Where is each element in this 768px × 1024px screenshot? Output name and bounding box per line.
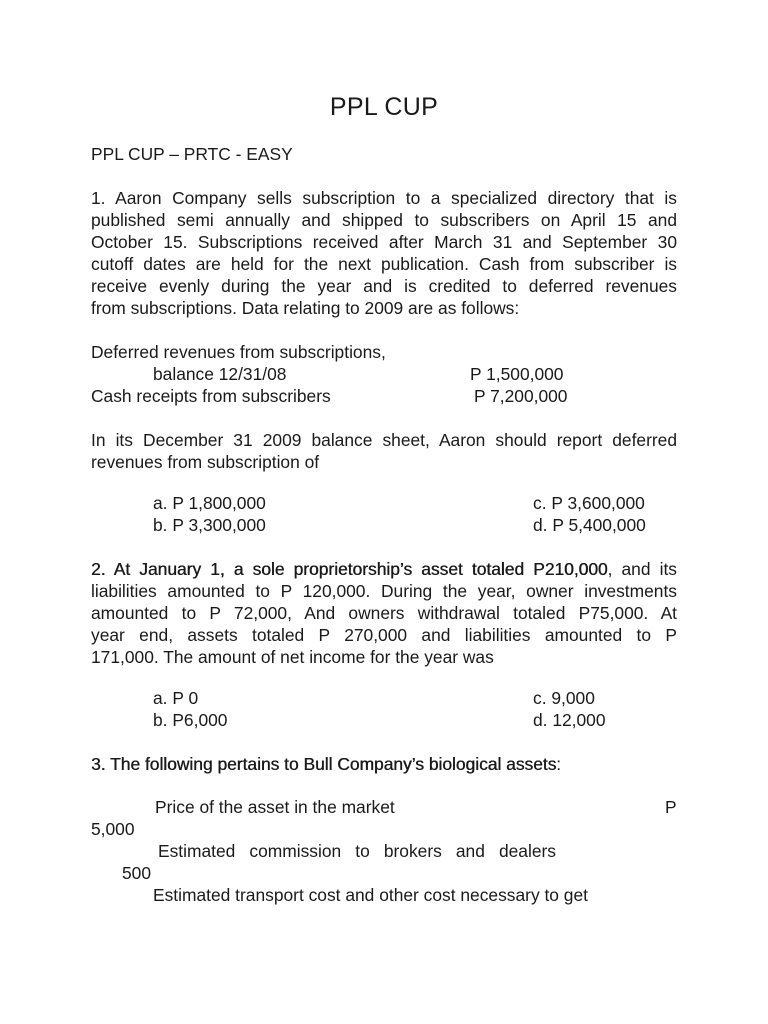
q1-line-5: receive evenly during the year and is credited to deferred revenues <box>91 276 677 296</box>
q1-choice-d: d. P 5,400,000 <box>533 515 646 535</box>
q3-line-1 <box>91 753 561 775</box>
q1-line-2: published semi annually and shipped to subscribers on April 15 and <box>91 210 677 230</box>
q3-item-2-label: Estimated commission to brokers and dealers <box>158 841 556 861</box>
q2-line-1 <box>91 558 677 580</box>
q1-line-3: October 15. Subscriptions received after March 31 and September 30 <box>91 232 677 252</box>
q1-para2-line-1: In its December 31 2009 balance sheet, Aaron should report deferred <box>91 430 677 450</box>
q2-choice-c: c. 9,000 <box>533 688 595 708</box>
q1-row-3-value: P 7,200,000 <box>474 386 568 406</box>
q2-lead-bold: 2. At January 1, a sole proprietorship’s asset totaled P210,000 <box>91 559 608 579</box>
q1-choice-c: c. P 3,600,000 <box>533 493 645 513</box>
q1-row-2-value: P 1,500,000 <box>470 364 564 384</box>
page-title: PPL CUP <box>329 93 439 121</box>
q3-item-1-currency: P <box>665 797 677 817</box>
q3-item-1-value: 5,000 <box>91 819 135 839</box>
q2-line-2: liabilities amounted to P 120,000. During the year, owner investments <box>91 581 677 601</box>
q2-line-3: amounted to P 72,000, And owners withdrawal totaled P75,000. At <box>91 603 677 623</box>
q3-lead-rest: : <box>556 754 562 774</box>
q1-choice-b: b. P 3,300,000 <box>153 515 266 535</box>
q2-line-4: year end, assets totaled P 270,000 and liabilities amounted to P <box>91 625 677 645</box>
q1-line-1: 1. Aaron Company sells subscription to a specialized directory that is <box>91 188 677 208</box>
q1-row-3-label: Cash receipts from subscribers <box>91 386 331 406</box>
q2-choice-b: b. P6,000 <box>153 710 228 730</box>
q1-row-1-label: Deferred revenues from subscriptions, <box>91 342 386 362</box>
q3-item-1-label: Price of the asset in the market <box>155 797 395 817</box>
q3-item-3-label: Estimated transport cost and other cost necessary to get <box>153 885 588 905</box>
q2-choice-a: a. P 0 <box>153 688 199 708</box>
q3-item-2-value: 500 <box>122 863 152 883</box>
q1-para2-line-2: revenues from subscription of <box>91 452 320 472</box>
q1-choice-a: a. P 1,800,000 <box>153 493 266 513</box>
q2-line-5: 171,000. The amount of net income for the year was <box>91 647 494 667</box>
q3-lead-bold: 3. The following pertains to Bull Company’s biological assets <box>91 754 557 774</box>
q2-lead-rest: , and its <box>607 559 677 579</box>
q1-line-4: cutoff dates are held for the next publication. Cash from subscriber is <box>91 254 677 274</box>
q1-row-2-label: balance 12/31/08 <box>153 364 287 384</box>
q2-choice-d: d. 12,000 <box>533 710 606 730</box>
subtitle: PPL CUP – PRTC - EASY <box>91 144 293 164</box>
q1-line-6: from subscriptions. Data relating to 2009 are as follows: <box>91 298 520 318</box>
